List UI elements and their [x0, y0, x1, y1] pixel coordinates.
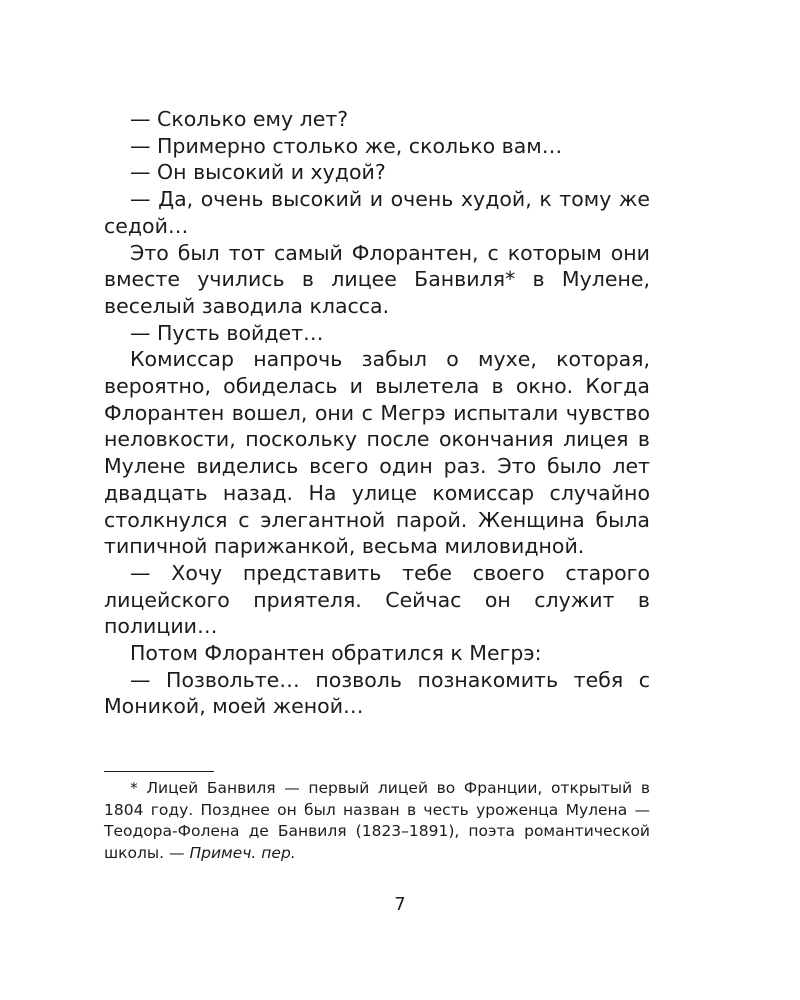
paragraph: — Пусть войдет…: [130, 320, 324, 345]
footnote-divider: [104, 771, 214, 772]
footnote: [104, 778, 650, 864]
footnote-text: * Лицей Банвиля — первый лицей во Франции, открытый в 1804 году. Позднее он был назван в честь уроженца Мулена — Теодора-Фолена де Банвиля (1823–1891), поэта романтической школы. —: [104, 779, 650, 862]
main-text: [104, 106, 650, 720]
paragraph: — Сколько ему лет?: [130, 107, 349, 131]
paragraph: — Хочу представить тебе своего старого лицейского приятеля. Сейчас он служит в полиции…: [104, 560, 650, 639]
footnote-source: Примеч. пер.: [189, 843, 296, 862]
paragraph: — Да, очень высокий и очень худой, к тому же седой…: [104, 187, 650, 238]
paragraph: — Позвольте… позволь познакомить тебя с Моникой, моей женой…: [104, 667, 650, 719]
paragraph: — Он высокий и худой?: [130, 160, 386, 185]
paragraph: Потом Флорантен обратился к Мегрэ:: [130, 641, 542, 666]
paragraph: Это был тот самый Флорантен, с которым они вместе учились в лицее Банвиля* в Мулене, веселый заводила класса.: [104, 240, 650, 318]
paragraph: Комиссар напрочь забыл о мухе, которая, вероятно, обиделась и вылетела в окно. Когда Флорантен вошел, они с Мегрэ испытали чувство неловкости, поскольку после окончания лицея в Мулене виделись всего один раз. Это было лет двадцать назад. На улице комиссар случайно столкнулся с элегантной парой. Женщина была типичной парижанкой, весьма миловидной.: [104, 347, 650, 559]
paragraph: — Примерно столько же, сколько вам…: [130, 133, 563, 158]
page-number: 7: [394, 894, 406, 915]
